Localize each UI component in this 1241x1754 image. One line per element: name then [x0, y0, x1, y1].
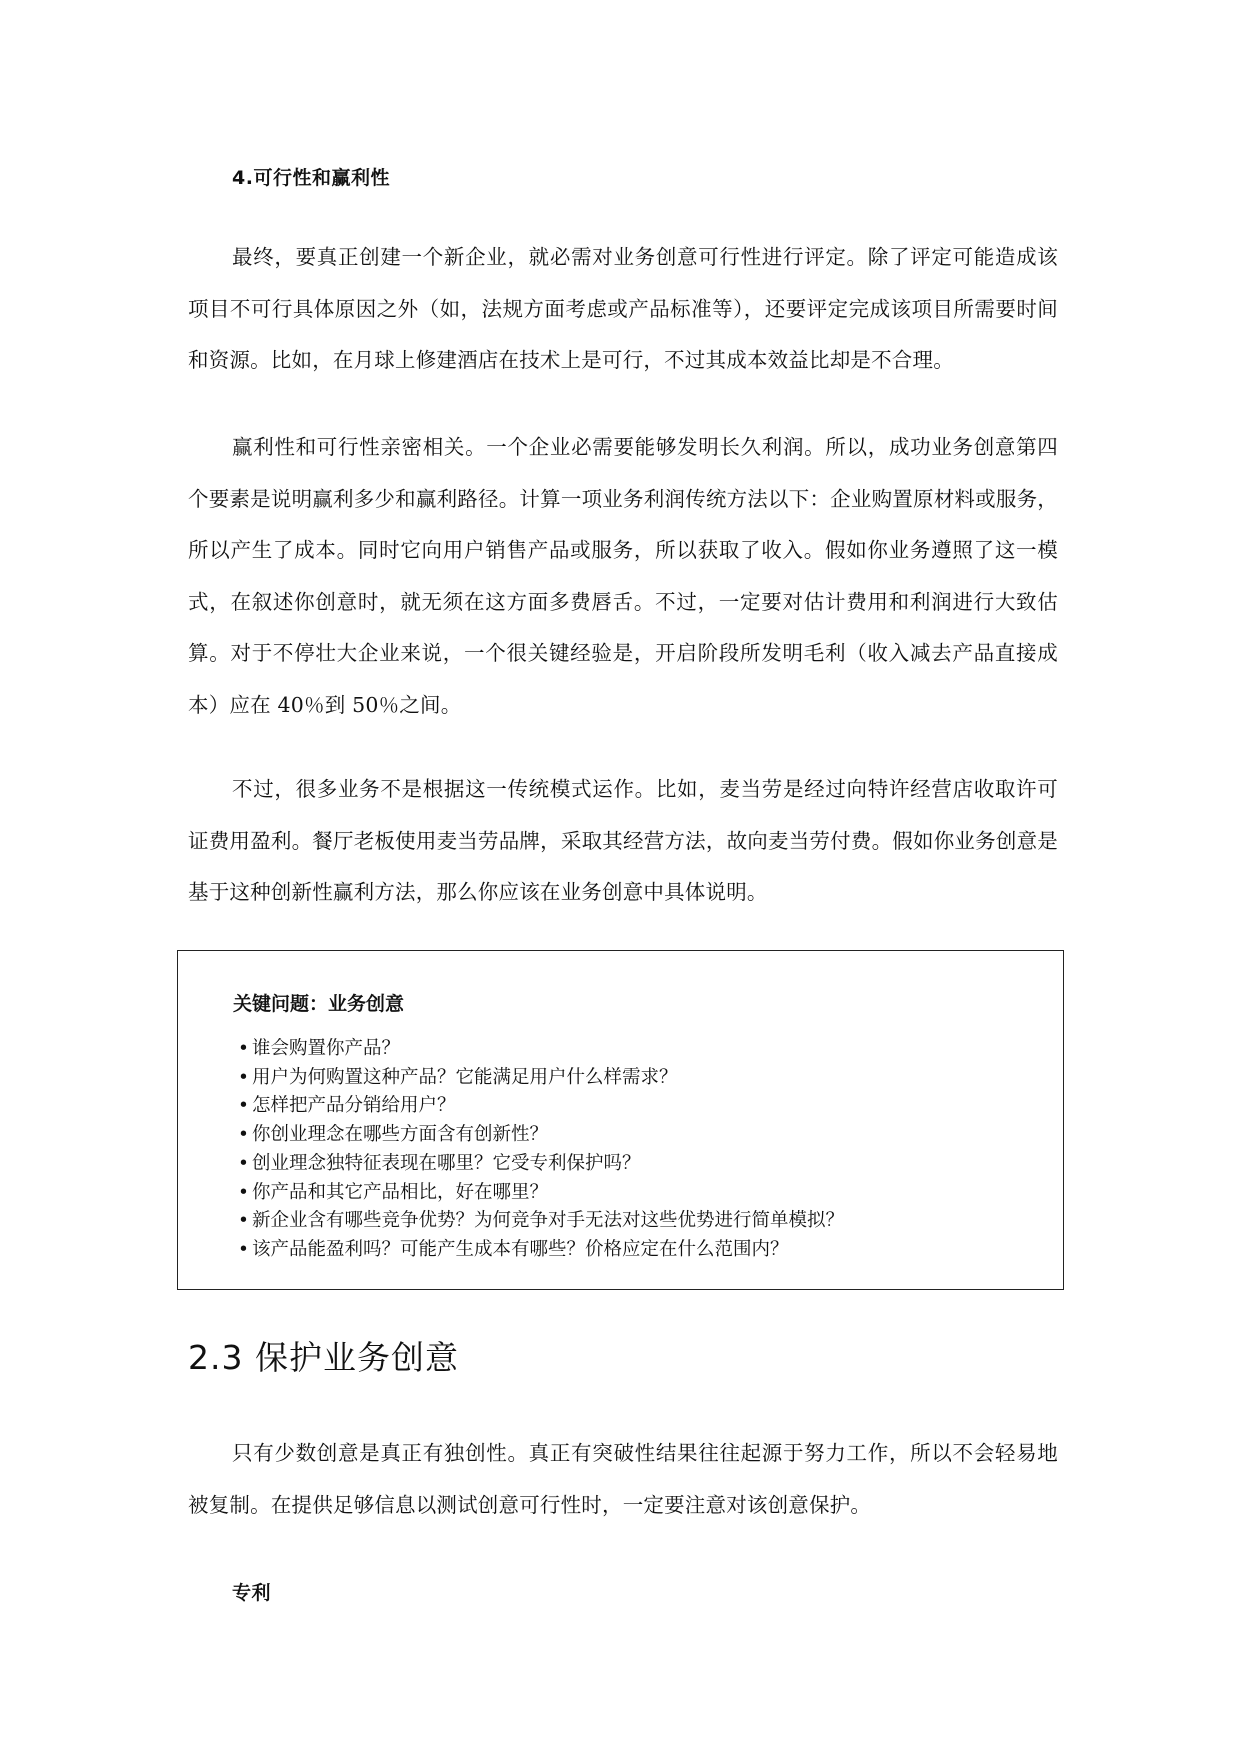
list-item — [238, 1064, 844, 1093]
bullet-icon: • — [238, 1038, 249, 1059]
key-questions-box — [177, 950, 1064, 1290]
bullet-icon: • — [238, 1152, 249, 1174]
bullet-icon: • — [238, 1124, 249, 1146]
feasibility-heading: 4.可行性和赢利性 — [232, 167, 390, 189]
list-item — [238, 1236, 844, 1265]
list-item — [238, 1035, 844, 1064]
list-item-text: 你创业理念在哪些方面含有创新性？ — [252, 1124, 549, 1146]
list-item — [238, 1207, 844, 1236]
section-title-protect: 2.3 保护业务创意 — [188, 1338, 459, 1377]
key-questions-title: 关键问题：业务创意 — [233, 993, 405, 1015]
list-item — [238, 1179, 844, 1208]
list-item-text: 该产品能盈利吗？可能产生成本有哪些？价格应定在什么范围内？ — [252, 1238, 789, 1260]
list-item-text: 谁会购置你产品？ — [252, 1038, 401, 1059]
key-questions-list — [238, 1035, 844, 1265]
paragraph-alternative-models: 不过，很多业务不是根据这一传统模式运作。比如，麦当劳是经过向特许经营店收取许可证费用盈利。餐厅老板使用麦当劳品牌，采取其经营方法，故向麦当劳付费。假如你业务创意是基于这种创新性赢利方法，那么你应该在业务创意中具体说明。 — [188, 777, 1058, 904]
list-item-text: 创业理念独特征表现在哪里？它受专利保护吗？ — [252, 1152, 641, 1174]
bullet-icon: • — [238, 1181, 249, 1203]
list-item — [238, 1092, 844, 1121]
paragraph-profitability: 赢利性和可行性亲密相关。一个企业必需要能够发明长久利润。所以，成功业务创意第四个要素是说明赢利多少和赢利路径。计算一项业务利润传统方法以下：企业购置原材料或服务，所以产生了成本。同时它向用户销售产品或服务，所以获取了收入。假如你业务遵照了这一模式，在叙述你创意时，就无须在这方面多费唇舌。不过，一定要对估计费用和利润进行大致估算。对于不停壮大企业来说，一个很关键经验是，开启阶段所发明毛利（收入减去产品直接成本）应在 40％到 50％之间。 — [188, 435, 1058, 717]
paragraph-protect: 只有少数创意是真正有独创性。真正有突破性结果往往起源于努力工作，所以不会轻易地被复制。在提供足够信息以测试创意可行性时，一定要注意对该创意保护。 — [188, 1441, 1058, 1517]
patent-subheading: 专利 — [232, 1582, 272, 1604]
list-item-text: 新企业含有哪些竞争优势？为何竞争对手无法对这些优势进行简单模拟？ — [252, 1210, 845, 1232]
list-item — [238, 1150, 844, 1179]
list-item-text: 怎样把产品分销给用户？ — [252, 1095, 456, 1117]
list-item — [238, 1121, 844, 1150]
bullet-icon: • — [238, 1095, 249, 1117]
list-item-text: 用户为何购置这种产品？它能满足用户什么样需求？ — [252, 1066, 678, 1088]
list-item-text: 你产品和其它产品相比，好在哪里？ — [252, 1181, 549, 1203]
bullet-icon: • — [238, 1210, 249, 1232]
bullet-icon: • — [238, 1066, 249, 1088]
bullet-icon: • — [238, 1238, 249, 1260]
paragraph-feasibility: 最终，要真正创建一个新企业，就必需对业务创意可行性进行评定。除了评定可能造成该项目不可行具体原因之外（如，法规方面考虑或产品标准等），还要评定完成该项目所需要时间和资源。比如，在月球上修建酒店在技术上是可行，不过其成本效益比却是不合理。 — [188, 245, 1058, 372]
